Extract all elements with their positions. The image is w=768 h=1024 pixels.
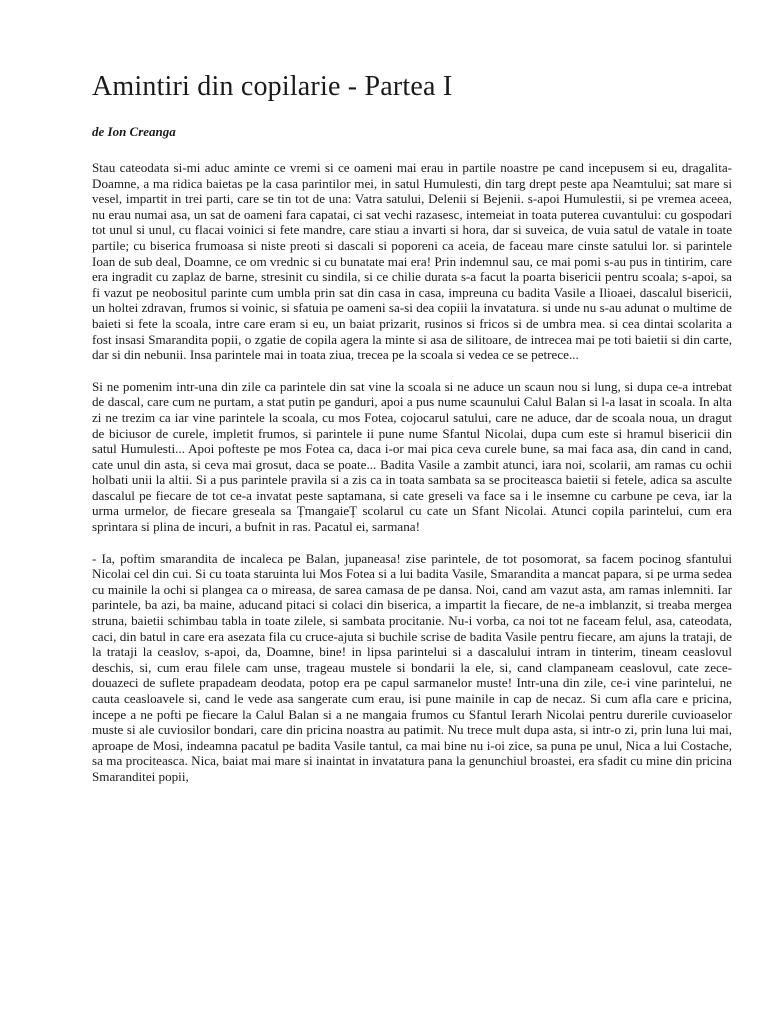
paragraph-1: Stau cateodata si-mi aduc aminte ce vremi si ce oameni mai erau in partile noastre pe cand incepusem si eu, dragalita-Doamne, a ma ridica baietas pe la casa parintilor mei, in satul Humulesti, din targ drept peste apa Neamtului; sat mare si vesel, impartit in trei parti, care se tin tot de una: Vatra satului, Delenii si Bejenii. s-apoi Humulestii, si pe vremea aceea, nu erau numai asa, un sat de oameni fara capatai, ci sat vechi razasesc, intemeiat in toata puterea cuvantului: cu gospodari tot unul si unul, cu flacai voinici si fete mandre, care stiau a invarti si hora, dar si suveica, de vuia satul de vatale in toate partile; cu biserica frumoasa si niste preoti si dascali si poporeni ca aceia, de faceau mare cinste satului lor. si parintele Ioan de sub deal, Doamne, ce om vrednic si cu bunatate mai era! Prin indemnul sau, ce mai pomi s-au pus in tintirim, care era ingradit cu zaplaz de barne, stresinit cu sindila, si ce chilie durata s-a facut la poarta bisericii pentru scoala; s-apoi, sa fi vazut pe neobositul parinte cum umbla prin sat din casa in casa, impreuna cu badita Vasile a Ilioaei, dascalul bisericii, un holtei zdravan, frumos si voinic, si sfatuia pe oameni sa-si dea copiii la invatatura. si unde nu s-au adunat o multime de baieti si fete la scoala, intre care eram si eu, un baiat prizarit, rusinos si fricos si de umbra mea. si cea dintai scolarita a fost insasi Smarandita popii, o zgatie de copila agera la minte si asa de silitoare, de intrecea mai pe toti baietii si din carte, dar si din nebunii. Insa parintele mai in toata ziua, trecea pe la scoala si vedea ce se petrece...	[92, 160, 732, 363]
document-page	[92, 68, 732, 801]
paragraph-3: - Ia, poftim smarandita de incaleca pe Balan, jupaneasa! zise parintele, de tot posomorat, sa facem pocinog sfantului Nicolai cel din cui. Si cu toata staruinta lui Mos Fotea si a lui badita Vasile, Smarandita a mancat papara, si pe urma sedea cu mainile la ochi si plangea ca o mireasa, de sarea camasa de pe dansa. Noi, cand am vazut asta, am ramas inlemniti. Iar parintele, ba azi, ba maine, aducand pitaci si colaci din biserica, a impartit la fiecare, de ne-a imblanzit, si treaba mergea struna, baietii schimbau tabla in toate zilele, si sambata procitanie. Nu-i vorba, ca noi tot ne faceam felul, asa, cateodata, caci, din batul in care era asezata fila cu cruce-ajuta si buchile scrise de badita Vasile pentru fiecare, am ajuns la trataji, de la trataji la ceaslov, s-apoi, da, Doamne, bine! in lipsa parintelui si a dascalului intram in tinterim, tineam ceaslovul deschis, si, cum erau filele cam unse, trageau mustele si bondarii la ele, si, cand clampaneam ceaslovul, cate zece-douazeci de suflete prapadeam deodata, potop era pe capul sarmanelor muste! Intr-una din zile, ce-i vine parintelui, ne cauta ceasloavele si, cand le vede asa sangerate cum erau, isi pune mainile in cap de necaz. Si cum afla care e pricina, incepe a ne pofti pe fiecare la Calul Balan si a ne mangaia frumos cu Sfantul Ierarh Nicolai pentru durerile cuvioaselor muste si ale cuviosilor bondari, care din pricina noastra au patimit. Nu trece mult dupa asta, si intr-o zi, prin luna lui mai, aproape de Mosi, indeamna pacatul pe badita Vasile tantul, ca mai bine nu i-oi zice, sa puna pe unul, Nica a lui Costache, sa ma prociteasca. Nica, baiat mai mare si inaintat in invatatura pana la genunchiul broastei, era sfadit cu mine din pricina Smaranditei popii,	[92, 550, 732, 784]
document-author: de Ion Creanga	[92, 124, 176, 139]
paragraph-2: Si ne pomenim intr-una din zile ca parintele din sat vine la scoala si ne aduce un scaun nou si lung, si dupa ce-a intrebat de dascal, care cum ne purtam, a stat putin pe ganduri, apoi a pus nume scaunului Calul Balan si l-a lasat in scoala. In alta zi ne trezim ca iar vine parintele la scoala, cu mos Fotea, cojocarul satului, care ne aduce, dar de scoala noua, un dragut de biciusor de curele, impletit frumos, si parintele ii pune nume Sfantul Nicolai, dupa cum este si hramul bisericii din satul Humulesti... Apoi pofteste pe mos Fotea ca, daca i-or mai pica ceva curele bune, sa mai faca asa, din cand in cand, cate unul din asta, si ceva mai grosut, daca se poate... Badita Vasile a zambit atunci, iara noi, scolarii, am ramas cu ochii holbati unii la altii. Si a pus parintele pravila si a zis ca in toata sambata sa se prociteasca baietii si fetele, adica sa asculte dascalul pe fiecare de tot ce-a invatat peste saptamana, si cate greseli va face sa i le insemne cu carbune pe ceva, iar la urma urmelor, de fiecare greseala sa ȚmangaieȚ scolarul cu cate un Sfant Nicolai. Atunci copila parintelui, cum era sprintara si plina de incuri, a bufnit in ras. Pacatul ei, sarmana!	[92, 378, 732, 535]
document-title: Amintiri din copilarie - Partea I	[92, 71, 453, 102]
